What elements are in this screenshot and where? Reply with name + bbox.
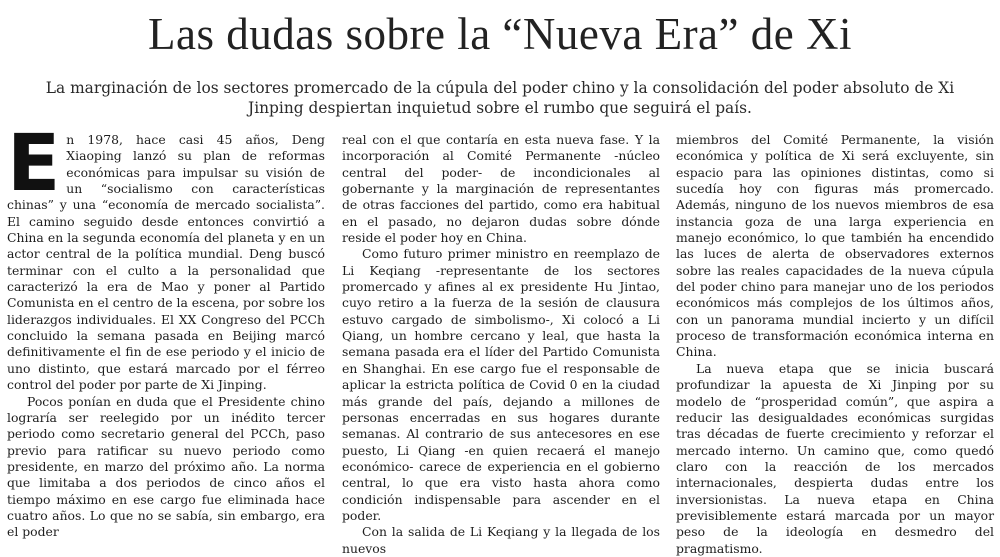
article-headline: Las dudas sobre la “Nueva Era” de Xi <box>148 9 852 59</box>
drop-cap: E <box>7 119 61 209</box>
article-paragraph-2-continued: real con el que contaría en esta nueva fase. Y la incorporación al Comité Permanente -núcleo central del poder- de incondicionales al gobernante y la marginación de representantes de otras facciones del partido, como era habitual en el pasado, no dejaron dudas sobre dónde reside el poder hoy en China. <box>342 132 660 246</box>
article-paragraph-5: La nueva etapa que se inicia buscará profundizar la apuesta de Xi Jinping por su modelo de “prosperidad común”, que aspira a reducir las desigualdades económicas surgidas tras décadas de fuerte crecimiento y reforzar el mercado interno. Un camino que, como quedó claro con la reacción de los mercados internacionales, despierta dudas entre los inversionistas. La nueva etapa en China previsiblemente estará marcada por un mayor peso de la ideología en desmedro del pragmatismo. <box>676 360 994 556</box>
article-subtitle: La marginación de los sectores promercado de la cúpula del poder chino y la consolidación del poder absoluto de Xi Jinping despiertan inquietud sobre el rumbo que seguirá el país. <box>45 79 955 117</box>
article-paragraph-1: n 1978, hace casi 45 años, Deng Xiaoping lanzó su plan de reformas económicas para impulsar su visión de un “socialismo con características chinas” y una “economía de mercado socialista”. El camino seguido desde entonces convirtió a China en la segunda economía del planeta y en un actor central de la política mundial. Deng buscó terminar con el culto a la personalidad que caracterizó la era de Mao y poner al Partido Comunista en el centro de la escena, por sobre los liderazgos individuales. El XX Congreso del PCCh concluido la semana pasada en Beijing marcó definitivamente el fin de ese periodo y el inicio de uno distinto, que estará marcado por el férreo control del poder por parte de Xi Jinping. <box>7 132 325 393</box>
article-paragraph-4: Con la salida de Li Keqiang y la llegada de los nuevos <box>342 524 660 556</box>
article-column-1 <box>7 119 325 541</box>
article-column-3 <box>676 132 994 557</box>
article-paragraph-4-continued: miembros del Comité Permanente, la visión económica y política de Xi será excluyente, sin espacio para las opiniones distintas, como si sucedía hoy con figuras más promercado. Además, ninguno de los nuevos miembros de esa instancia goza de una larga experiencia en manejo económico, lo que también ha encendido las luces de alerta de observadores externos sobre las reales capacidades de la nueva cúpula del poder chino para manejar uno de los periodos económicos más complejos de los últimos años, con un panorama mundial incierto y un difícil proceso de transformación económica interna en China. <box>676 132 994 360</box>
article-column-2 <box>342 132 660 557</box>
article-paragraph-2: Pocos ponían en duda que el Presidente chino lograría ser reelegido por un inédito tercer periodo como secretario general del PCCh, paso previo para ratificar su nuevo periodo como presidente, en marzo del próximo año. La norma que limitaba a dos periodos de cinco años el tiempo máximo en ese cargo fue eliminada hace cuatro años. Lo que no se sabía, sin embargo, era el poder <box>7 393 325 540</box>
article-paragraph-3: Como futuro primer ministro en reemplazo de Li Keqiang -representante de los sectores promercado y afines al ex presidente Hu Jintao, cuyo retiro a la fuerza de la sesión de clausura estuvo cargado de simbolismo-, Xi colocó a Li Qiang, un hombre cercano y leal, que hasta la semana pasada era el líder del Partido Comunista en Shanghai. En ese cargo fue el responsable de aplicar la estricta política de Covid 0 en la ciudad más grande del país, dejando a millones de personas encerradas en sus hogares durante semanas. Al contrario de sus antecesores en ese puesto, Li Qiang -en quien recaerá el manejo económico- carece de experiencia en el gobierno central, lo que era visto hasta ahora como condición indispensable para ascender en el poder. <box>342 246 660 523</box>
